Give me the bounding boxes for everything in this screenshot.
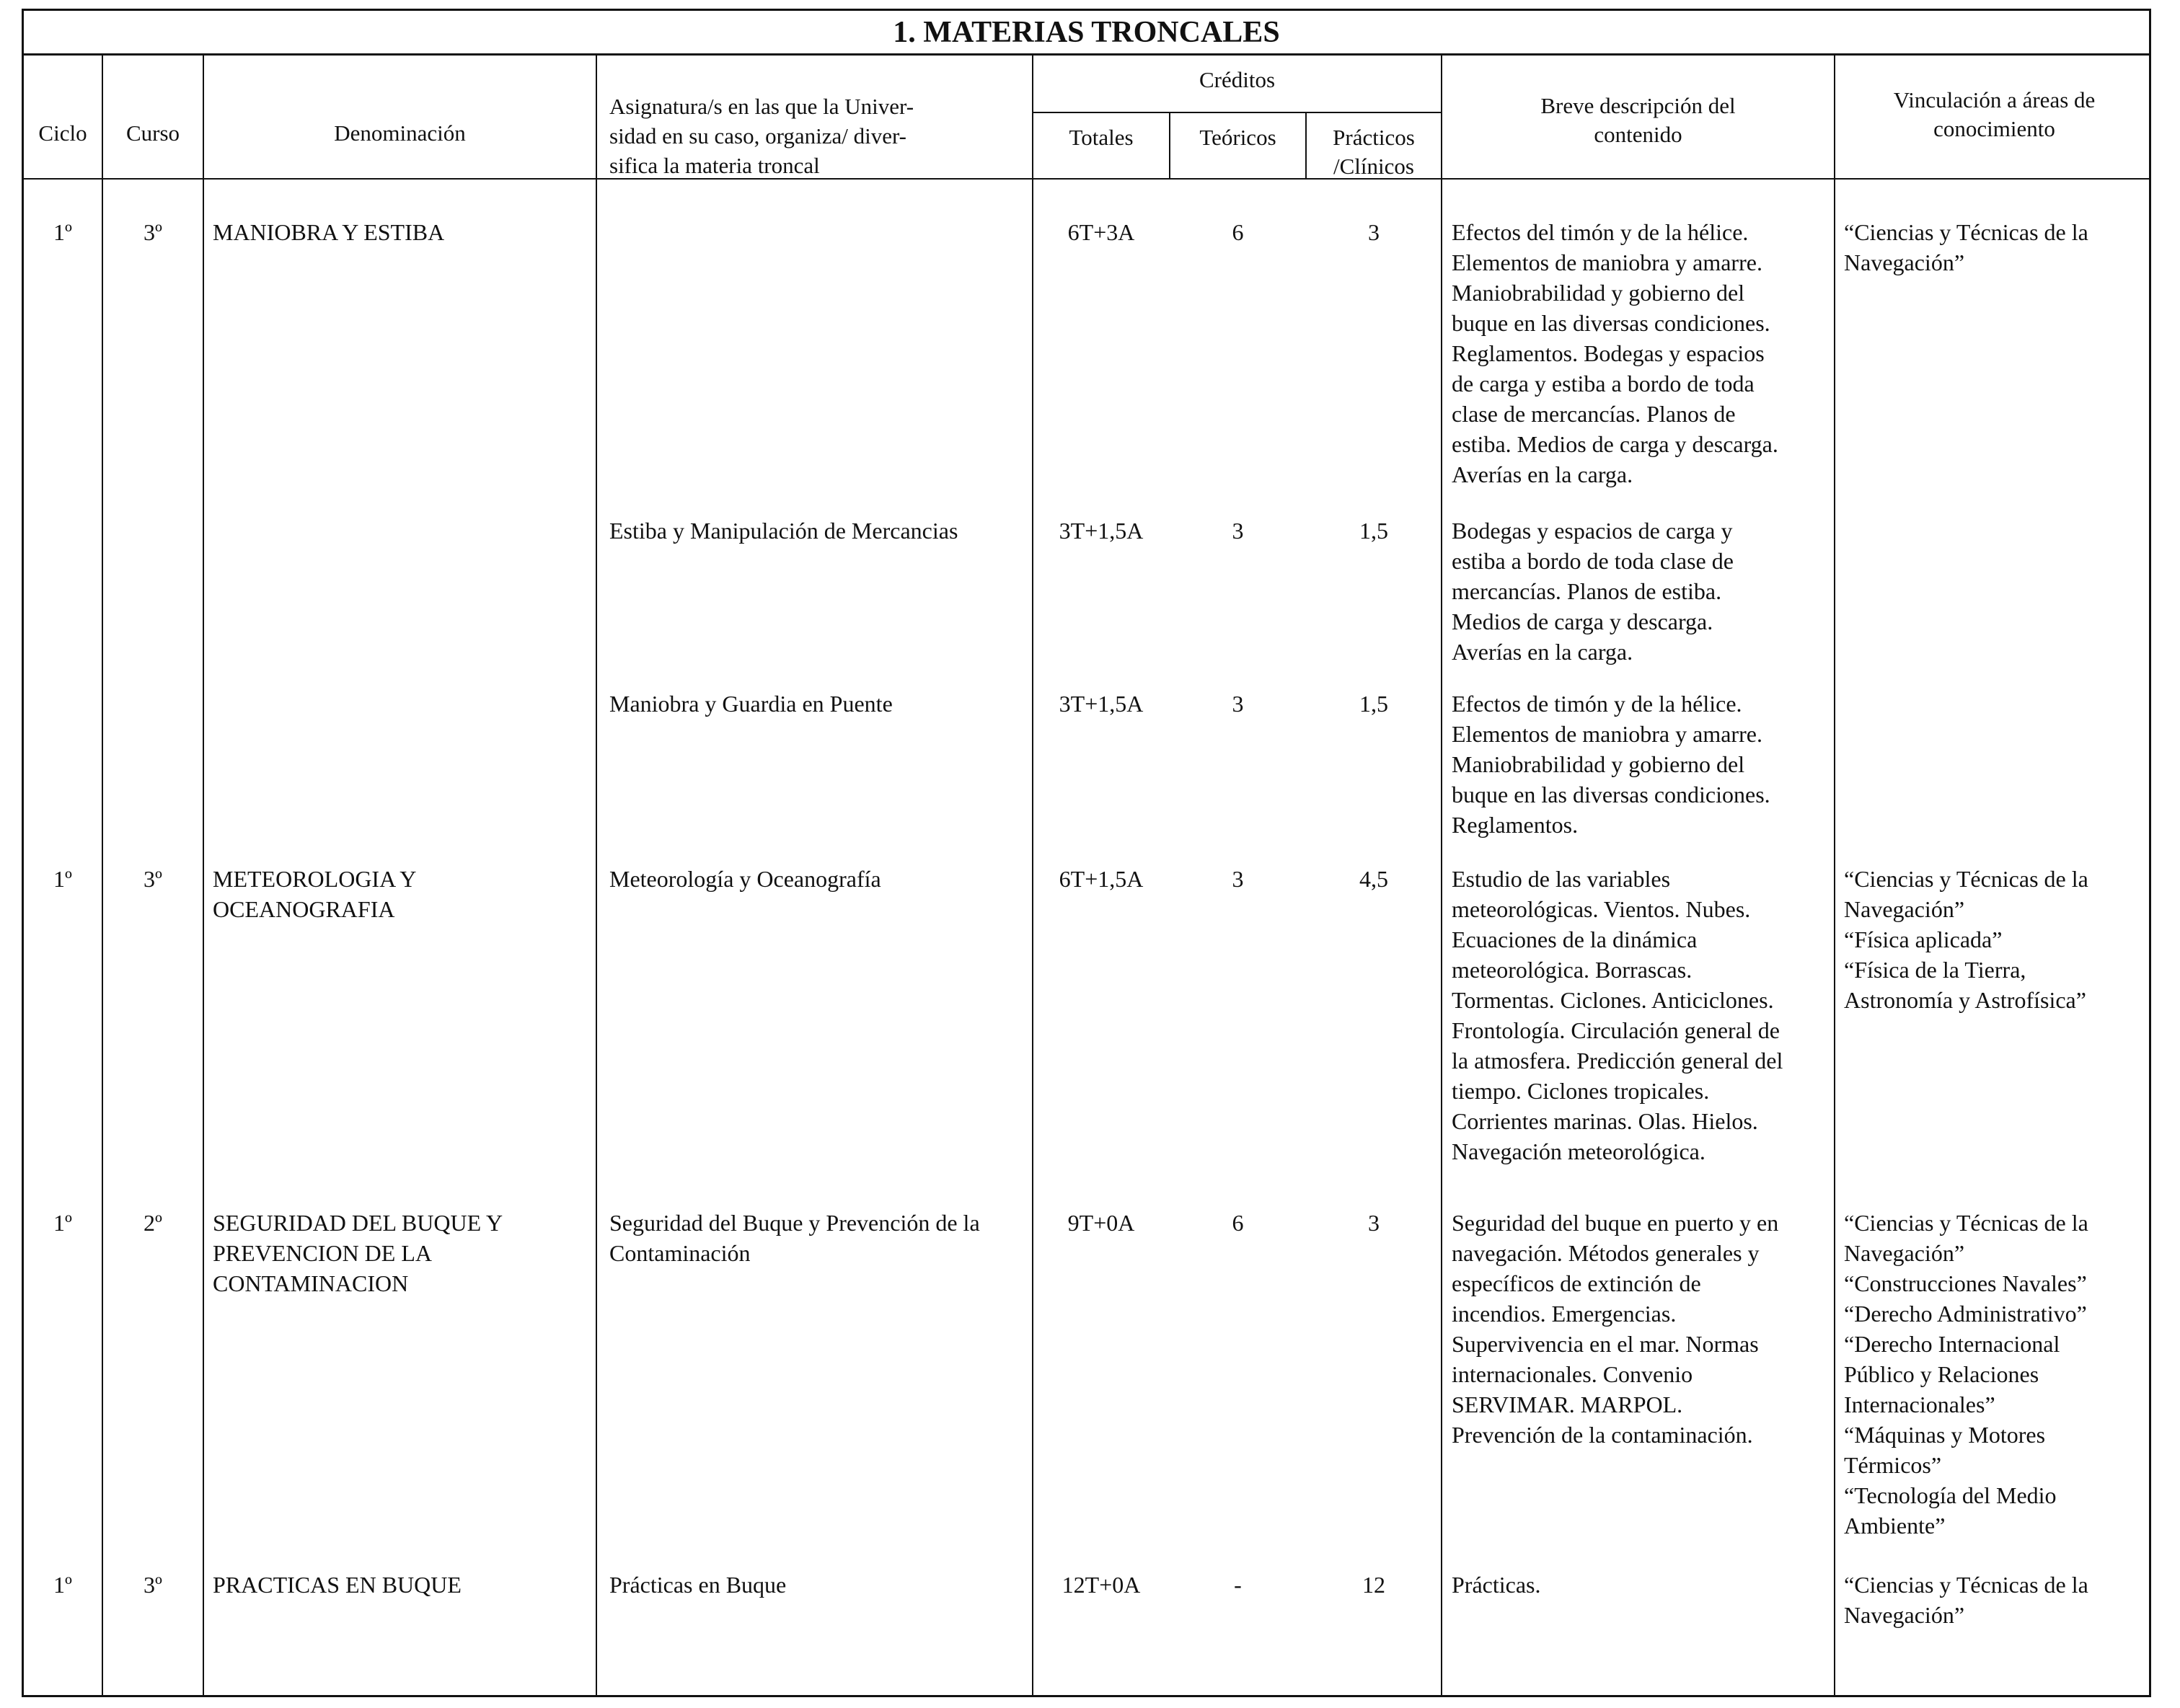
cell-practicos: 4,5: [1359, 866, 1388, 892]
cell-denominacion: METEOROLOGIA Y OCEANOGRAFIA: [213, 866, 417, 922]
cell-asignatura: Prácticas en Buque: [609, 1572, 787, 1598]
cell-teoricos: 3: [1232, 518, 1244, 544]
cell-descripcion: Efectos de timón y de la hélice. Elementos de maniobra y amarre. Maniobrabilidad y gobierno del buque en las diversas condiciones. Reglamentos.: [1452, 691, 1770, 838]
header-curso: Curso: [125, 120, 180, 146]
header-asignatura: Asignatura/s en las que la Univer- sidad en su caso, organiza/ diver- sifica la materia troncal: [609, 94, 914, 178]
col-divider: [1834, 56, 1835, 1695]
header-practicos: Prácticos /Clínicos: [1333, 125, 1415, 179]
cell-curso: 3º: [144, 1572, 162, 1598]
cell-asignatura: Meteorología y Oceanografía: [609, 866, 881, 892]
cell-descripcion: Efectos del timón y de la hélice. Elementos de maniobra y amarre. Maniobrabilidad y gobierno del buque en las diversas condiciones. Reglamentos. Bodegas y espacios de carga y estiba a bordo de toda clase de mercancías. Planos de estiba. Medios de carga y descarga. Averías en la carga.: [1452, 219, 1778, 487]
header-denominacion: Denominación: [334, 120, 466, 146]
cell-teoricos: 6: [1232, 1210, 1244, 1236]
cell-teoricos: 6: [1232, 219, 1244, 245]
cell-descripcion: Prácticas.: [1452, 1572, 1541, 1598]
cell-curso: 3º: [144, 866, 162, 892]
cell-totales: 9T+0A: [1067, 1210, 1135, 1236]
col-divider: [203, 56, 204, 1695]
cell-asignatura: Maniobra y Guardia en Puente: [609, 691, 893, 717]
cell-denominacion: SEGURIDAD DEL BUQUE Y PREVENCION DE LA CONTAMINACION: [213, 1210, 503, 1296]
cell-descripcion: Estudio de las variables meteorológicas. Vientos. Nubes. Ecuaciones de la dinámica meteorológica. Borrascas. Tormentas. Ciclones. Anticiclones. Frontología. Circulación general de la atmosfera. Predicción general del tiempo. Ciclones tropicales. Corrientes marinas. Olas. Hielos. Navegación meteorológica.: [1452, 866, 1783, 1164]
cell-totales: 12T+0A: [1062, 1572, 1141, 1598]
cell-practicos: 1,5: [1359, 518, 1388, 544]
cell-curso: 2º: [144, 1210, 162, 1236]
header-totales: Totales: [1069, 125, 1134, 150]
cell-ciclo: 1º: [53, 219, 72, 245]
col-divider: [1441, 56, 1442, 1695]
cell-ciclo: 1º: [53, 1210, 72, 1236]
header-vinculacion: Vinculación a áreas de conocimiento: [1893, 87, 2096, 141]
cell-totales: 6T+1,5A: [1059, 866, 1144, 892]
cell-practicos: 3: [1368, 219, 1380, 245]
cell-ciclo: 1º: [53, 866, 72, 892]
header-creditos: Créditos: [1199, 67, 1276, 92]
cell-teoricos: 3: [1232, 866, 1244, 892]
table-title: 1. MATERIAS TRONCALES: [24, 11, 2149, 56]
cell-curso: 3º: [144, 219, 162, 245]
cell-totales: 3T+1,5A: [1059, 691, 1144, 717]
cell-vinculacion: “Ciencias y Técnicas de la Navegación” “Construcciones Navales” “Derecho Administrativo” “Derecho Internacional Público y Relaciones Internacionales” “Máquinas y Motores Térmicos” “Tecnología del Medio Ambiente”: [1844, 1210, 2088, 1539]
cell-asignatura: Estiba y Manipulación de Mercancias: [609, 518, 958, 544]
cell-teoricos: -: [1234, 1572, 1242, 1598]
cell-descripcion: Seguridad del buque en puerto y en navegación. Métodos generales y específicos de extinción de incendios. Emergencias. Supervivencia en el mar. Normas internacionales. Convenio SERVIMAR. MARPOL. Prevención de la contaminación.: [1452, 1210, 1779, 1448]
header-divider: [24, 178, 2149, 180]
cell-vinculacion: “Ciencias y Técnicas de la Navegación” “Física aplicada” “Física de la Tierra, Astronomía y Astrofísica”: [1844, 866, 2088, 1013]
cell-practicos: 12: [1362, 1572, 1385, 1598]
cell-teoricos: 3: [1232, 691, 1244, 717]
col-divider: [596, 56, 597, 1695]
cell-practicos: 3: [1368, 1210, 1380, 1236]
header-ciclo: Ciclo: [38, 120, 87, 146]
cell-practicos: 1,5: [1359, 691, 1388, 717]
cell-denominacion: MANIOBRA Y ESTIBA: [213, 219, 445, 245]
cell-vinculacion: “Ciencias y Técnicas de la Navegación”: [1844, 219, 2088, 275]
cell-asignatura: Seguridad del Buque y Prevención de la Contaminación: [609, 1210, 980, 1266]
creditos-subdivider: [1032, 112, 1441, 113]
header-teoricos: Teóricos: [1199, 125, 1276, 150]
header-descripcion: Breve descripción del contenido: [1540, 93, 1736, 147]
cell-denominacion: PRACTICAS EN BUQUE: [213, 1572, 462, 1598]
cell-ciclo: 1º: [53, 1572, 72, 1598]
cell-totales: 6T+3A: [1067, 219, 1135, 245]
cell-totales: 3T+1,5A: [1059, 518, 1144, 544]
cell-vinculacion: “Ciencias y Técnicas de la Navegación”: [1844, 1572, 2088, 1628]
materias-troncales-table: [22, 9, 2151, 1697]
cell-descripcion: Bodegas y espacios de carga y estiba a bordo de toda clase de mercancías. Planos de estiba. Medios de carga y descarga. Averías en la carga.: [1452, 518, 1734, 665]
